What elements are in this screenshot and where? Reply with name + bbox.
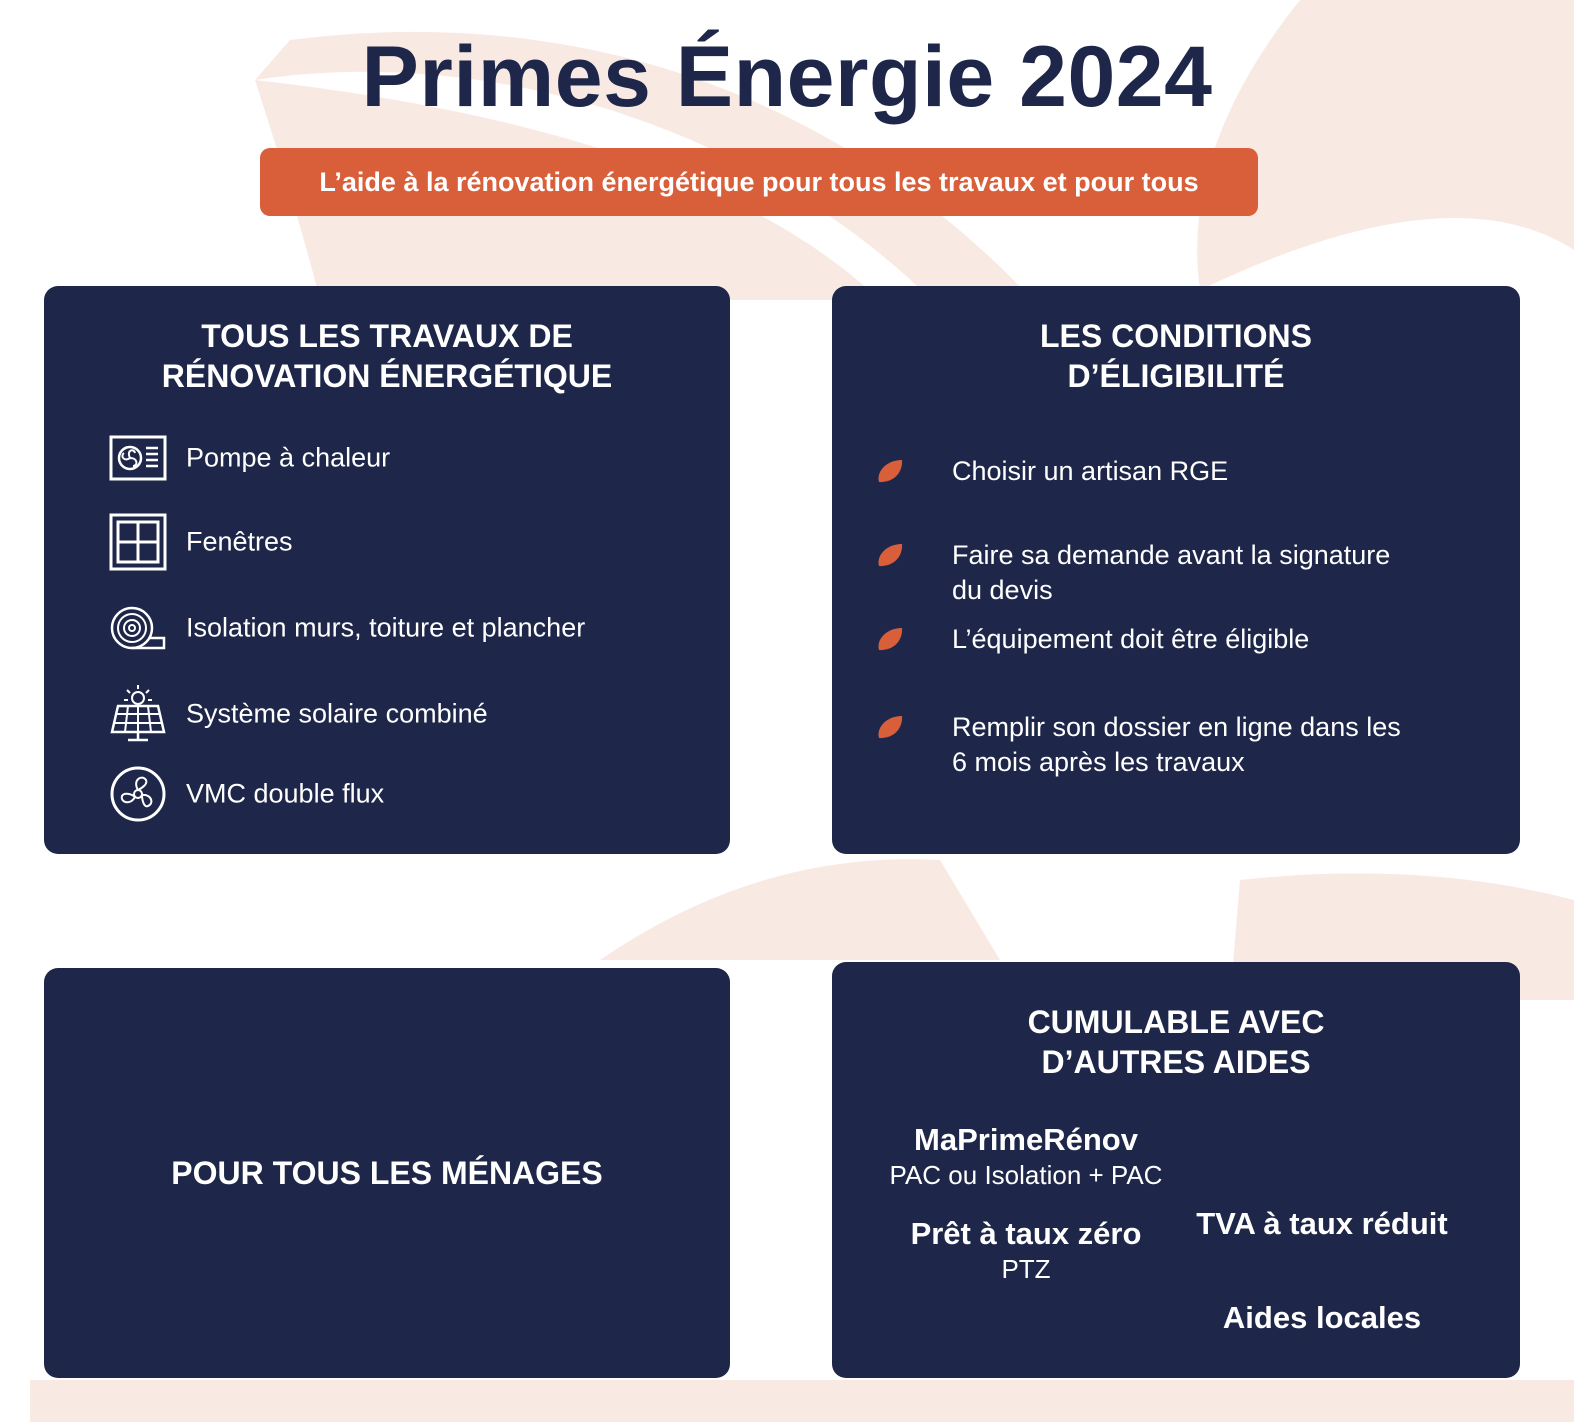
leaf-icon bbox=[876, 626, 904, 652]
leaf-icon bbox=[876, 542, 904, 568]
aid-name: MaPrimeRénov bbox=[914, 1122, 1138, 1157]
cumulative-aids-card bbox=[832, 962, 1520, 1378]
works-item-label: Isolation murs, toiture et plancher bbox=[186, 612, 586, 643]
page-title: Primes Énergie 2024 bbox=[361, 29, 1213, 125]
leaf-icon bbox=[876, 458, 904, 484]
condition-text bbox=[952, 622, 1472, 657]
window-icon bbox=[108, 512, 168, 572]
works-item-label: Fenêtres bbox=[186, 526, 293, 557]
conditions-card bbox=[832, 286, 1520, 854]
aid-maprimerenov bbox=[856, 1122, 1196, 1191]
aid-ptz bbox=[856, 1216, 1196, 1285]
works-item-label: VMC double flux bbox=[186, 778, 385, 809]
condition-text bbox=[952, 454, 1472, 489]
works-item-insulation bbox=[108, 598, 708, 658]
insulation-roll-icon bbox=[108, 598, 168, 658]
condition-text-line1: Remplir son dossier en ligne dans les bbox=[952, 712, 1401, 742]
subtitle-banner: L’aide à la rénovation énergétique pour tous les travaux et pour tous bbox=[260, 148, 1258, 216]
works-item-heat-pump bbox=[108, 428, 708, 488]
aid-name: Aides locales bbox=[1222, 1300, 1422, 1335]
works-item-windows bbox=[108, 512, 708, 572]
works-item-label: Système solaire combiné bbox=[186, 698, 488, 729]
conditions-heading-line2: D’ÉLIGIBILITÉ bbox=[1067, 358, 1285, 394]
conditions-heading-line1: LES CONDITIONS bbox=[1039, 318, 1312, 354]
aid-detail: PTZ bbox=[1001, 1254, 1051, 1284]
households-card-heading: POUR TOUS LES MÉNAGES bbox=[171, 1155, 603, 1191]
cumulative-card-heading bbox=[832, 1002, 1520, 1082]
works-item-vmc bbox=[108, 764, 708, 824]
ventilation-fan-icon bbox=[108, 764, 168, 824]
condition-text-line2: du devis bbox=[952, 575, 1053, 605]
aid-tva bbox=[1172, 1206, 1472, 1242]
leaf-icon bbox=[876, 714, 904, 740]
cumulative-heading-line2: D’AUTRES AIDES bbox=[1041, 1044, 1311, 1080]
works-item-solar bbox=[108, 684, 708, 744]
condition-text bbox=[952, 538, 1472, 608]
households-card bbox=[44, 968, 730, 1378]
condition-text-line1: L’équipement doit être éligible bbox=[952, 624, 1310, 654]
solar-panel-icon bbox=[108, 684, 168, 744]
aid-local bbox=[1172, 1300, 1472, 1336]
condition-text-line2: 6 mois après les travaux bbox=[952, 747, 1245, 777]
heat-pump-icon bbox=[108, 428, 168, 488]
works-heading-line2: RÉNOVATION ÉNERGÉTIQUE bbox=[161, 358, 613, 394]
condition-text bbox=[952, 710, 1472, 780]
works-card bbox=[44, 286, 730, 854]
conditions-card-heading bbox=[832, 316, 1520, 396]
cumulative-heading-line1: CUMULABLE AVEC bbox=[1027, 1004, 1325, 1040]
works-heading-line1: TOUS LES TRAVAUX DE bbox=[201, 318, 573, 354]
works-card-heading bbox=[44, 316, 730, 396]
condition-text-line1: Choisir un artisan RGE bbox=[952, 456, 1229, 486]
aid-name: TVA à taux réduit bbox=[1196, 1206, 1448, 1241]
aid-detail: PAC ou Isolation + PAC bbox=[889, 1160, 1163, 1190]
condition-text-line1: Faire sa demande avant la signature bbox=[952, 540, 1391, 570]
works-item-label: Pompe à chaleur bbox=[186, 442, 391, 473]
aid-name: Prêt à taux zéro bbox=[910, 1216, 1142, 1251]
